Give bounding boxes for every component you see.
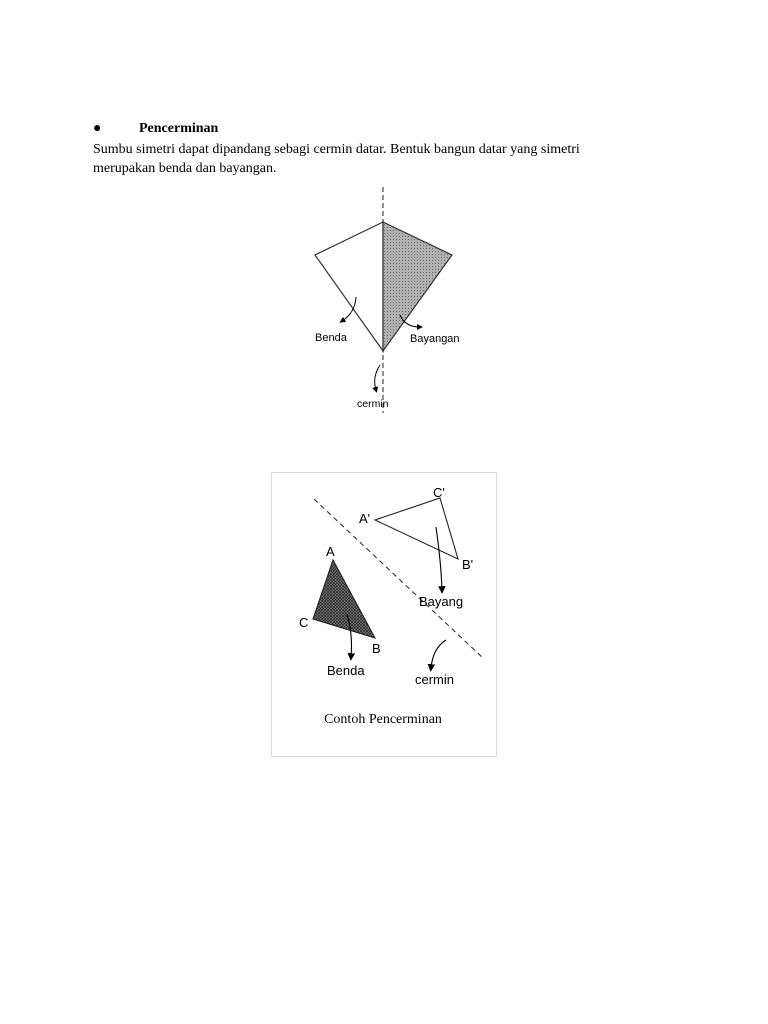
vertex-c-prime-label: C'	[433, 485, 445, 500]
intro-paragraph	[93, 140, 693, 178]
paragraph-line-1: Sumbu simetri dapat dipandang sebagi cermin datar. Bentuk bangun datar yang simetri	[93, 142, 580, 157]
kite-image-half	[383, 222, 452, 351]
vertex-a-label: A	[326, 544, 335, 559]
label-bayang: Bayang	[419, 594, 464, 609]
mirror-pointer-arrow	[375, 365, 380, 390]
paragraph-line-2: merupakan benda dan bayangan.	[93, 161, 277, 176]
vertex-b-prime-label: B'	[462, 557, 474, 572]
label-cermin: cermin	[357, 398, 389, 410]
section-title: Pencerminan	[139, 121, 219, 136]
figure-caption: Contoh Pencerminan	[324, 712, 442, 727]
vertex-a-prime-label: A'	[359, 511, 371, 526]
vertex-c-label: C	[299, 615, 309, 630]
vertex-b-label: B	[372, 641, 381, 656]
triangle-mirror-figure	[271, 472, 497, 757]
label-bayangan: Bayangan	[410, 333, 460, 345]
label-benda: Benda	[315, 332, 347, 344]
bullet-icon: ●	[93, 121, 102, 136]
kite-mirror-figure	[300, 185, 480, 415]
label-cermin: cermin	[415, 672, 455, 687]
label-benda: Benda	[327, 663, 365, 678]
